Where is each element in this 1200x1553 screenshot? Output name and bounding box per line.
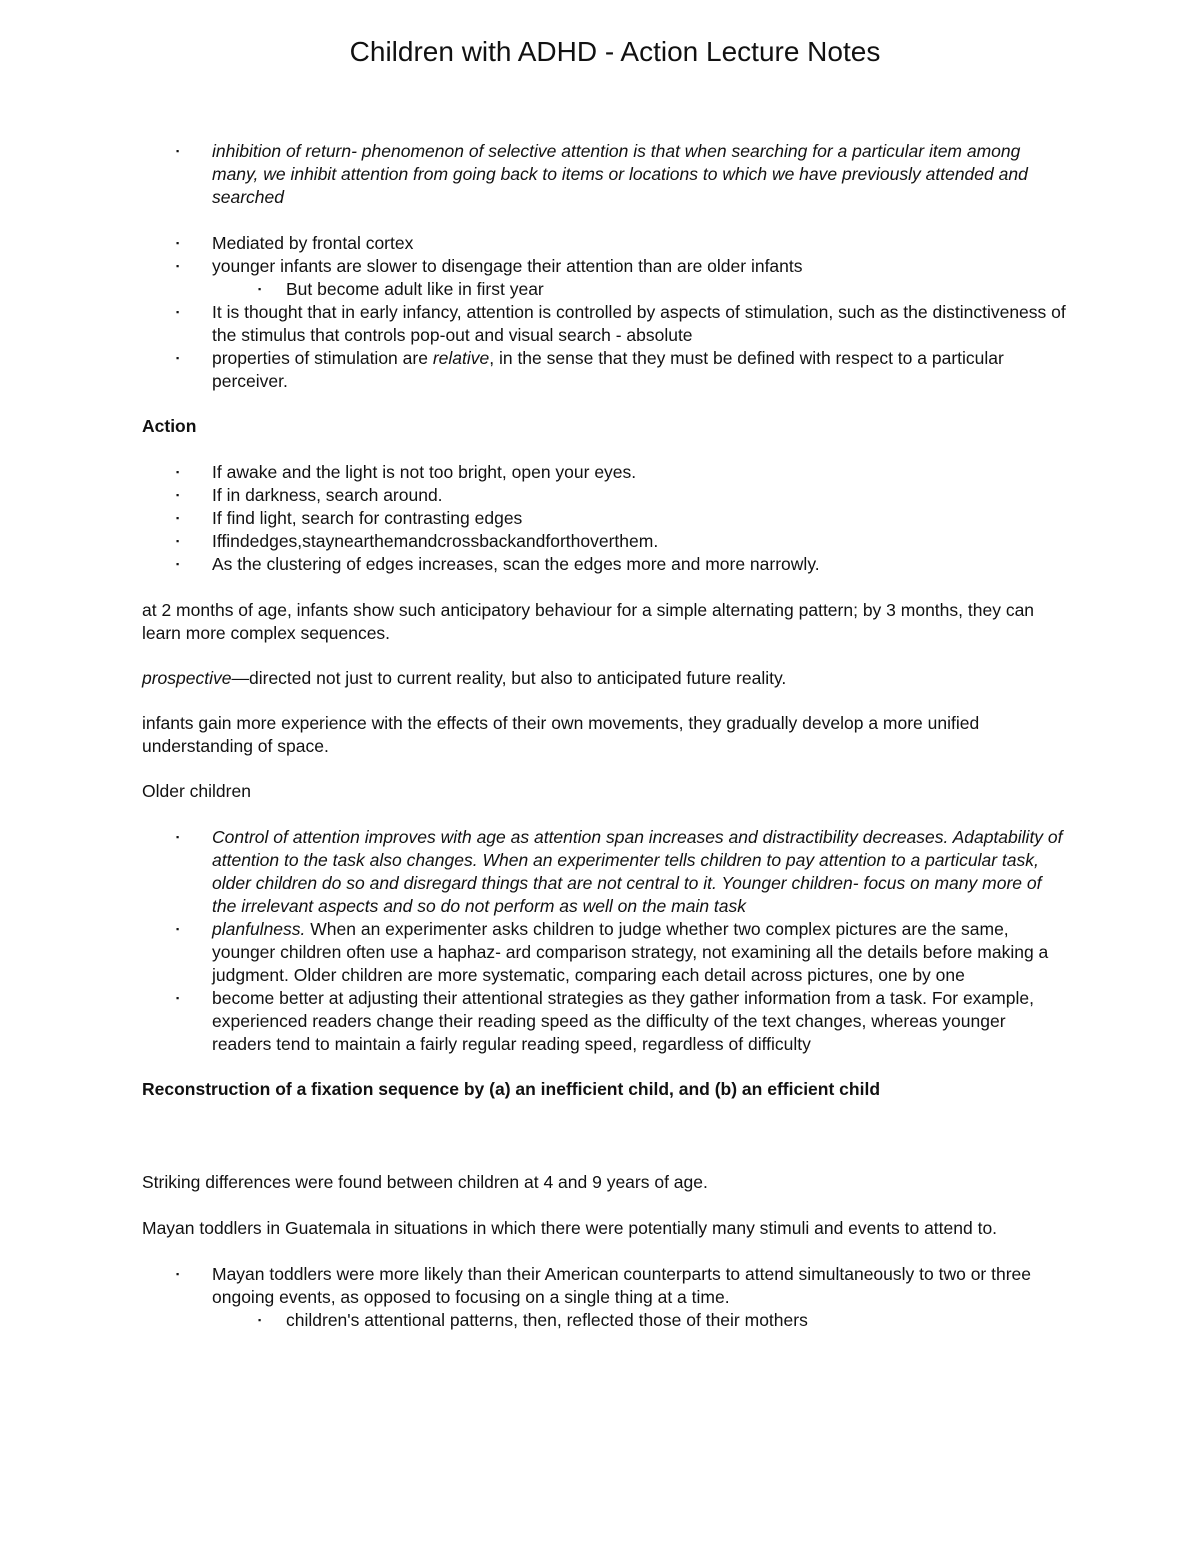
document-body [142, 140, 1067, 1332]
properties-relative: relative [432, 348, 490, 368]
younger-sub-list [212, 278, 1067, 301]
older-children-list [142, 826, 1067, 1056]
list-item-adult-like: ▪ But become adult like in first year [212, 278, 1067, 301]
prospective-definition: —directed not just to current reality, but also to anticipated future reality. [231, 668, 787, 688]
planfulness-term: planfulness. [212, 919, 306, 939]
list-item-inhibition: ▪ inhibition of return- phenomenon of selective attention is that when searching for a particular item among many, we inhibit attention from going back to items or locations to which we have previously attended and searched [142, 140, 1067, 209]
list-item-younger-infants [142, 255, 1067, 301]
paragraph-two-months: at 2 months of age, infants show such anticipatory behaviour for a simple alternating pattern; by 3 months, they can learn more complex sequences. [142, 600, 1035, 643]
mayan-attend-text: Mayan toddlers were more likely than their American counterparts to attend simultaneously to two or three ongoing events, as opposed to focusing on a single thing at a time. [212, 1264, 1032, 1307]
list-item-early-infancy: ▪ It is thought that in early infancy, attention is controlled by aspects of stimulation, such as the distinctiveness of the stimulus that controls pop-out and visual search - absolute [142, 301, 1067, 347]
list-item-adjusting-strategies: ▪ become better at adjusting their attentional strategies as they gather information from a task. For example, experienced readers change their reading speed as the difficulty of the text changes, whereas younger readers tend to maintain a fairly regular reading speed, regardless of difficulty [142, 987, 1067, 1056]
mediation-list [142, 232, 1067, 393]
prospective-term: prospective [142, 668, 232, 688]
properties-text-end: , in the sense that they must be defined with respect to a particular perceiver. [212, 348, 1004, 391]
paragraph-unified-space: infants gain more experience with the effects of their own movements, they gradually develop a more unified understanding of space. [142, 713, 980, 756]
list-item-action-2: ▪ If in darkness, search around. [142, 484, 1067, 507]
paragraph-prospective [142, 667, 1067, 690]
heading-older-children: Older children [142, 781, 251, 801]
list-item-action-3: ▪ If find light, search for contrasting edges [142, 507, 1067, 530]
planfulness-text: When an experimenter asks children to judge whether two complex pictures are the same, younger children often use a haphaz- ard comparison strategy, not examining all the details before making a judgment. Older children are more systematic, comparing each detail across pictures, one by one [212, 919, 1049, 985]
paragraph-mayan-toddlers: Mayan toddlers in Guatemala in situations in which there were potentially many stimuli and events to attend to. [142, 1218, 998, 1238]
list-item-action-1: ▪ If awake and the light is not too bright, open your eyes. [142, 461, 1067, 484]
younger-infants-text: younger infants are slower to disengage their attention than are older infants [212, 256, 803, 276]
list-item-mediated: ▪ Mediated by frontal cortex [142, 232, 1067, 255]
properties-text-start: properties of stimulation are [212, 348, 433, 368]
heading-action: Action [142, 416, 197, 436]
paragraph-striking-differences: Striking differences were found between children at 4 and 9 years of age. [142, 1172, 708, 1192]
list-item-properties [142, 347, 1067, 393]
list-item-control-attention: ▪ Control of attention improves with age as attention span increases and distractibility decreases. Adaptability of attention to the task also changes. When an experimenter tells children to pay attention to a particular task, older children do so and disregard things that are not central to it. Younger children- focus on many more of the irrelevant aspects and so do not perform as well on the main task [142, 826, 1067, 918]
page-title: Children with ADHD - Action Lecture Notes [349, 36, 881, 67]
list-item-action-5: ▪ As the clustering of edges increases, scan the edges more and more narrowly. [142, 553, 1067, 576]
list-item-mothers: ▪ children's attentional patterns, then, reflected those of their mothers [212, 1309, 1067, 1332]
mayan-list [142, 1263, 1067, 1332]
inhibition-list [142, 140, 1067, 209]
list-item-action-4: ▪ Iffindedges,staynearthemandcrossbackandforthoverthem. [142, 530, 1067, 553]
heading-reconstruction: Reconstruction of a fixation sequence by (a) an inefficient child, and (b) an efficient child [142, 1079, 881, 1099]
mayan-sub-list [212, 1309, 1067, 1332]
list-item-mayan-attend [142, 1263, 1067, 1332]
list-item-planfulness [142, 918, 1067, 987]
action-list [142, 461, 1067, 576]
